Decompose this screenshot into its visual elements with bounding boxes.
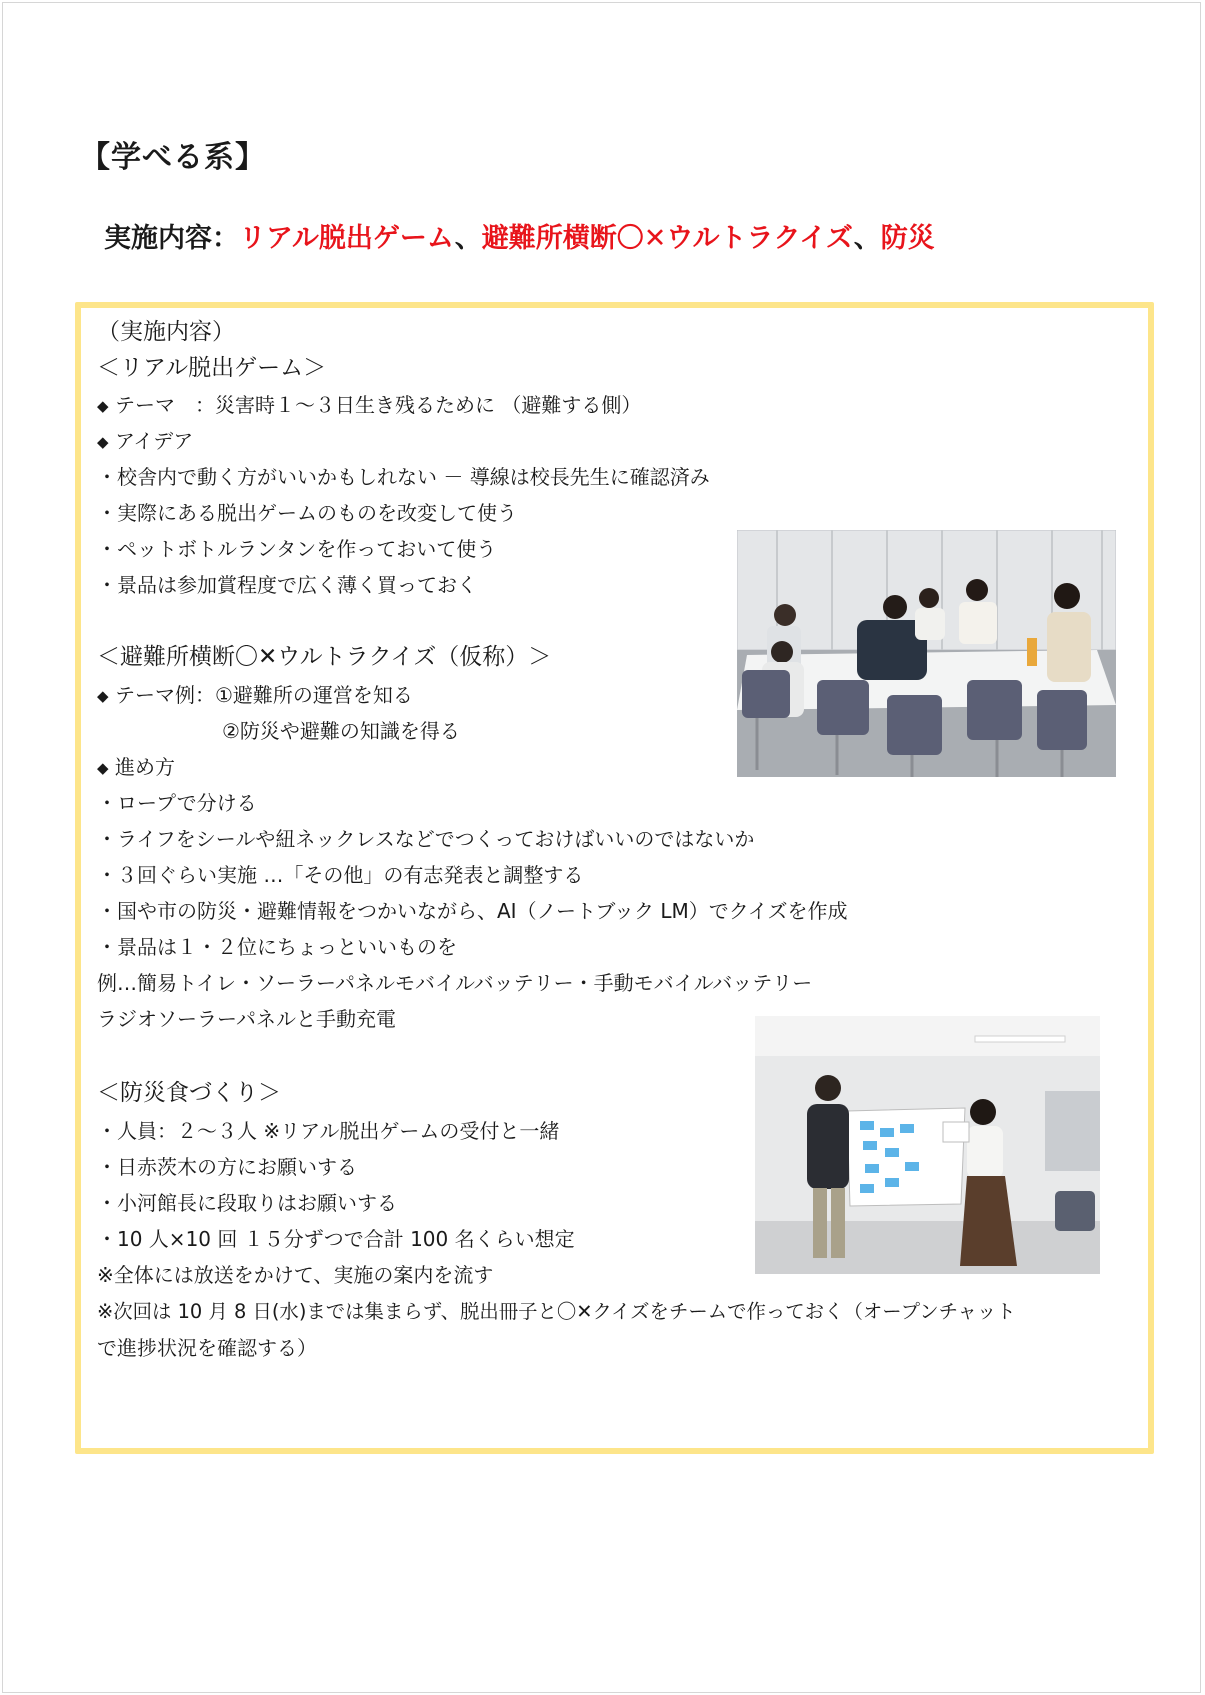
meeting-photo (737, 530, 1116, 777)
summary-label: 実施内容： (104, 223, 239, 254)
list-item: ・景品は１・２位にちょっといいものを (97, 935, 457, 959)
food-heading: ＜防災食づくり＞ (97, 1080, 281, 1106)
summary-item-bousai: 防災 (880, 223, 935, 254)
escape-idea-label (97, 427, 193, 456)
list-item: ・３回ぐらい実施 …「その他」の有志発表と調整する (97, 863, 584, 887)
escape-theme (97, 391, 641, 420)
list-item: ・小河館長に段取りはお願いする (97, 1191, 397, 1215)
list-item: ・国や市の防災・避難情報をつかいながら、AI（ノートブック LM）でクイズを作成 (97, 899, 848, 923)
quiz-theme (97, 681, 413, 710)
diamond-bullet-icon: ◆ (97, 433, 109, 451)
diamond-bullet-icon: ◆ (97, 759, 109, 777)
list-item: ・景品は参加賞程度で広く薄く買っておく (97, 573, 477, 597)
list-item: ・実際にある脱出ゲームのものを改変して使う (97, 501, 517, 525)
quiz-heading: ＜避難所横断〇✕ウルトラクイズ（仮称）＞ (97, 644, 552, 670)
list-item: ※全体には放送をかけて、実施の案内を流す (97, 1263, 494, 1287)
list-item: ・10 人×10 回 １５分ずつで合計 100 名くらい想定 (97, 1227, 575, 1251)
escape-theme-text: テーマ ：災害時１～３日生き残るために （避難する側） (115, 393, 642, 417)
diamond-bullet-icon: ◆ (97, 687, 109, 705)
list-item: ラジオソーラーパネルと手動充電 (97, 1007, 396, 1031)
page-heading: 【学べる系】 (80, 140, 266, 175)
quiz-theme-2: ②防災や避難の知識を得る (222, 719, 460, 743)
presentation-photo (755, 1016, 1100, 1274)
list-item: ・人員：２～３人 ※リアル脱出ゲームの受付と一緒 (97, 1119, 560, 1143)
quiz-method-label-text: 進め方 (115, 755, 175, 779)
list-item: ・ロープで分ける (97, 791, 257, 815)
quiz-method-label (97, 753, 175, 782)
box-title: （実施内容） (97, 319, 235, 345)
quiz-theme-text: テーマ例：①避難所の運営を知る (115, 683, 413, 707)
list-item: ・校舎内で動く方がいいかもしれない － 導線は校長先生に確認済み (97, 465, 710, 489)
list-item: 例…簡易トイレ・ソーラーパネルモバイルバッテリー・手動モバイルバッテリー (97, 971, 813, 995)
list-item: で進捗状況を確認する） (97, 1336, 317, 1360)
summary-separator: 、 (454, 223, 482, 254)
list-item: ※次回は 10 月 8 日(水)までは集まらず、脱出冊子と〇✕クイズをチームで作っておく（オープンチャット (97, 1300, 1016, 1323)
summary-separator: 、 (853, 223, 881, 254)
summary-line (104, 216, 935, 255)
list-item: ・ライフをシールや紐ネックレスなどでつくっておけばいいのではないか (97, 827, 755, 851)
list-item: ・日赤茨木の方にお願いする (97, 1155, 357, 1179)
summary-item-escape: リアル脱出ゲーム (239, 223, 455, 254)
escape-heading: ＜リアル脱出ゲーム＞ (97, 355, 327, 381)
list-item: ・ペットボトルランタンを作っておいて使う (97, 537, 497, 561)
diamond-bullet-icon: ◆ (97, 397, 109, 415)
summary-item-quiz: 避難所横断〇✕ウルトラクイズ (481, 223, 854, 254)
escape-idea-label-text: アイデア (115, 429, 194, 453)
